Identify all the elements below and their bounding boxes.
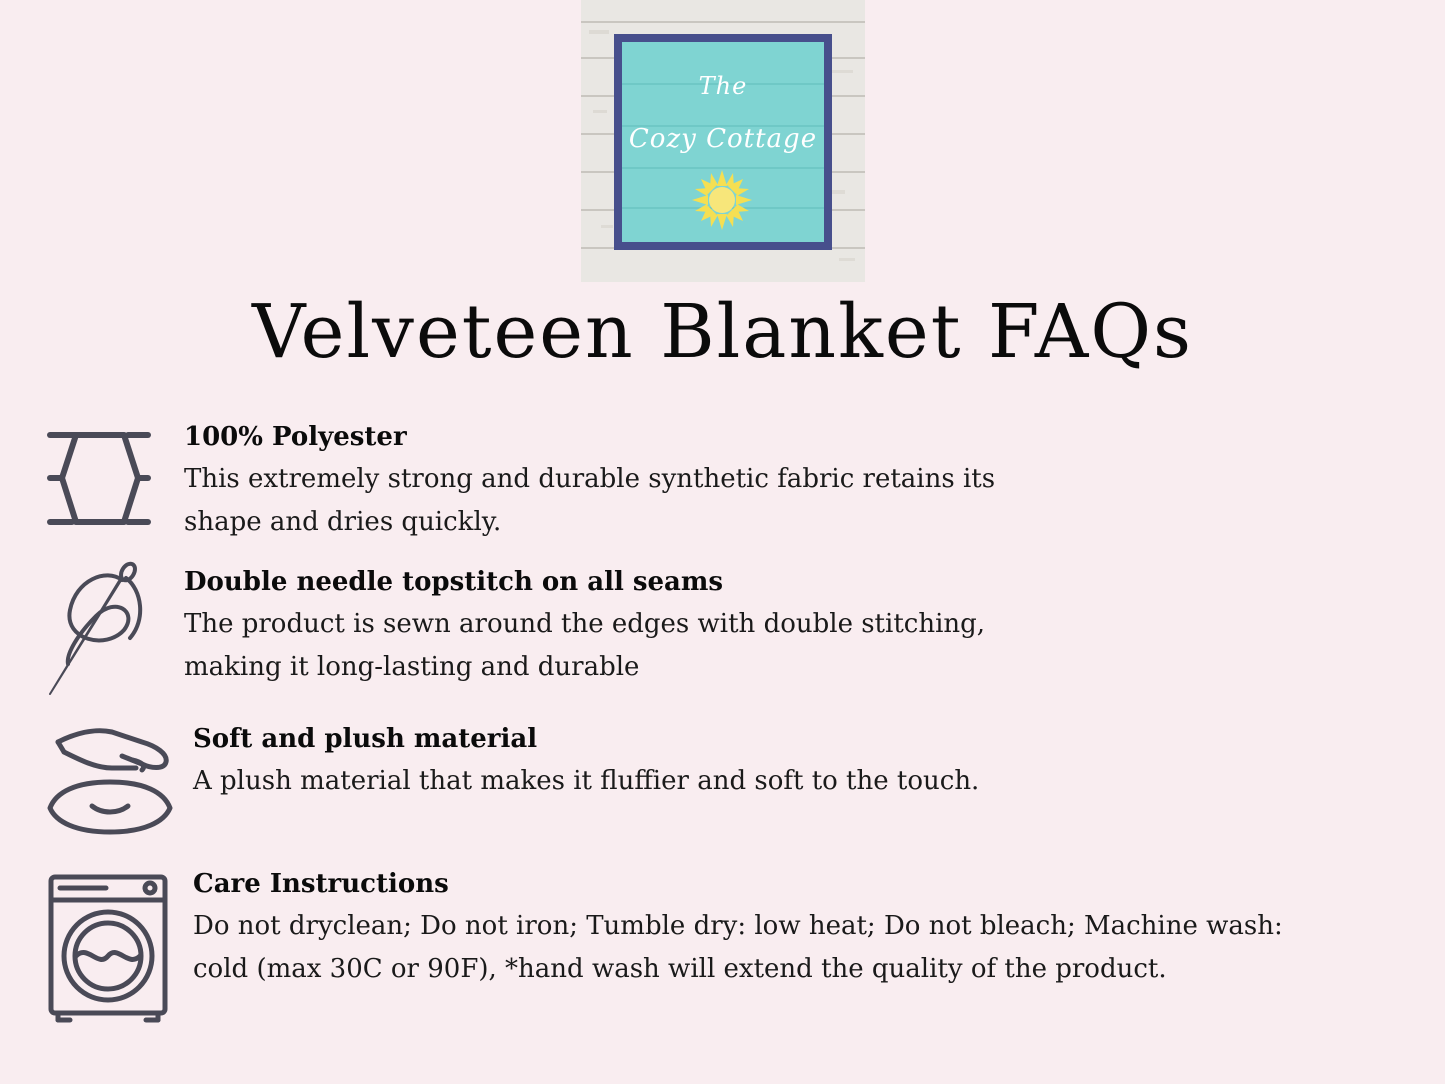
faq-item-polyester [184, 422, 995, 544]
faq-body [193, 760, 979, 803]
hand-pillow-icon [46, 724, 176, 842]
faq-body-line: A plush material that makes it fluffier and soft to the touch. [193, 766, 980, 796]
faq-body-line: shape and dries quickly. [184, 507, 502, 537]
faq-body-line: cold (max 30C or 90F), *hand wash will extend the quality of the product. [193, 954, 1167, 984]
logo-line-1: The [698, 72, 748, 100]
faq-body [184, 458, 995, 544]
needle-thread-icon [46, 560, 150, 704]
faq-body [193, 905, 1283, 991]
hexagon-mesh-icon [46, 428, 154, 532]
faq-body-line: The product is sewn around the edges with double stitching, [184, 609, 986, 639]
faq-body-line: This extremely strong and durable synthetic fabric retains its [184, 464, 996, 494]
washing-machine-icon [46, 872, 170, 1028]
sun-icon [692, 170, 752, 230]
faq-item-stitching [184, 567, 985, 689]
brand-logo [581, 0, 865, 282]
faq-heading: Soft and plush material [193, 724, 538, 754]
faq-item-plush [193, 724, 979, 803]
faq-heading: Care Instructions [193, 869, 449, 899]
faq-item-care [193, 869, 1283, 991]
page-title: Velveteen Blanket FAQs [252, 289, 1193, 375]
faq-body-line: Do not dryclean; Do not iron; Tumble dry: low heat; Do not bleach; Machine wash: [193, 911, 1283, 941]
faq-body-line: making it long-lasting and durable [184, 652, 640, 682]
faq-heading: 100% Polyester [184, 422, 407, 452]
faq-body [184, 603, 985, 689]
logo-line-2: Cozy Cottage [628, 124, 818, 154]
faq-heading: Double needle topstitch on all seams [184, 567, 724, 597]
